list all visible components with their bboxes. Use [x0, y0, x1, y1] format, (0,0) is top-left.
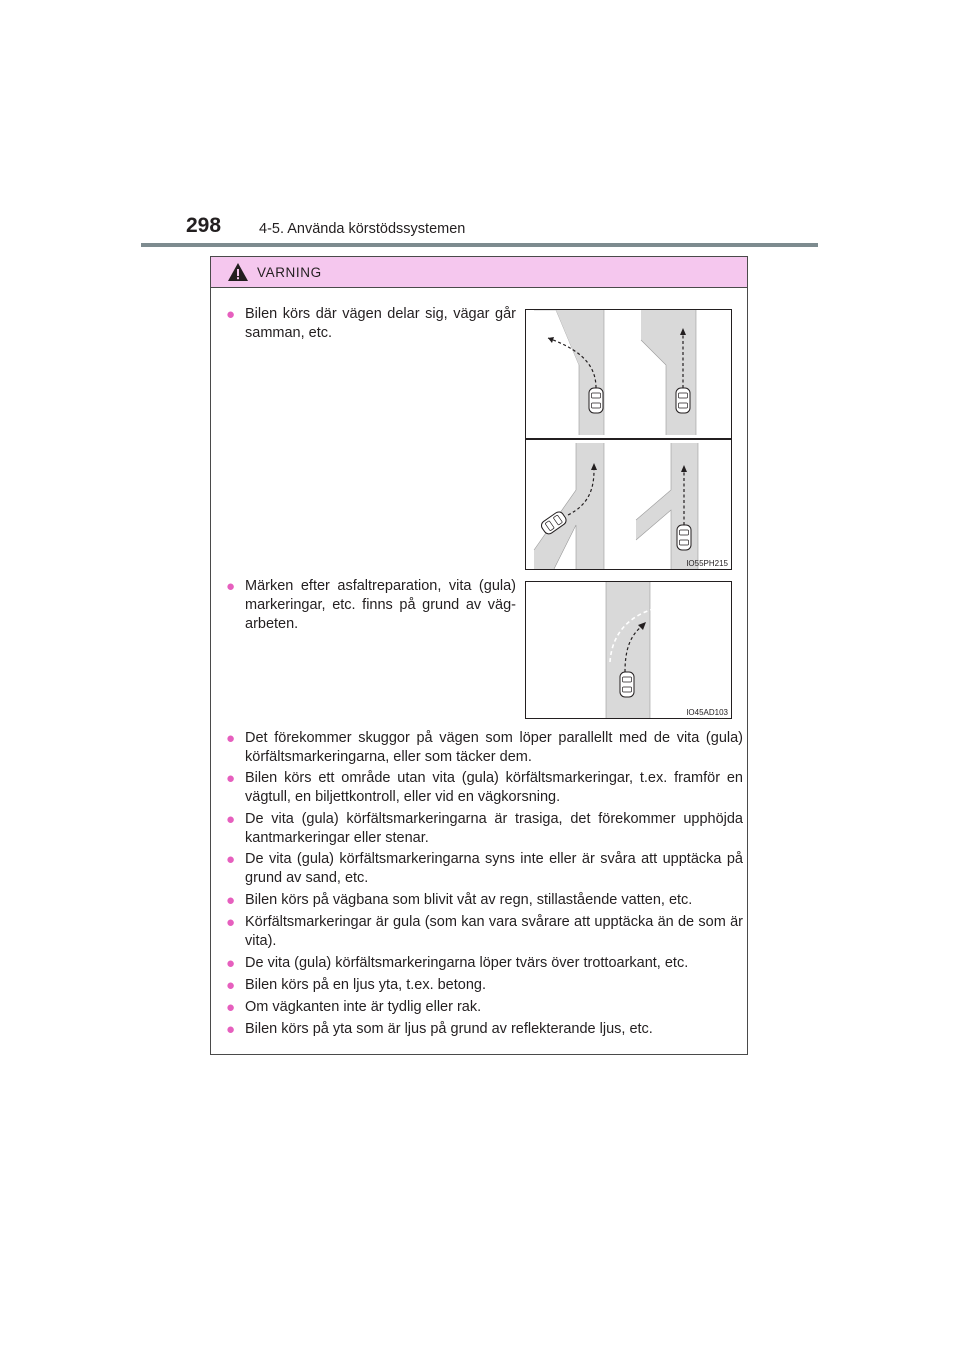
- warning-item-text: Bilen körs på en ljus yta, t.ex. betong.: [245, 977, 486, 993]
- warning-item: [226, 577, 516, 634]
- bullet-icon: ●: [226, 811, 236, 828]
- warning-item-text: Bilen körs ett område utan vita (gula) körfältsmarkeringar, t.ex. framför en vägtull, en biljettkontroll, eller vid en vägkorsning.: [245, 770, 743, 805]
- car-icon: [620, 672, 634, 697]
- road-repair-illustration: [526, 582, 731, 718]
- warning-item: [226, 891, 743, 910]
- car-icon: [677, 525, 691, 550]
- road-split-illustration: [526, 310, 731, 569]
- bullet-icon: ●: [226, 770, 236, 787]
- bullet-icon: ●: [226, 730, 236, 747]
- bullet-icon: ●: [226, 578, 236, 595]
- section-title: 4-5. Använda körstödssystemen: [259, 221, 466, 237]
- warning-label: VARNING: [257, 265, 322, 280]
- warning-item-text: Det förekommer skuggor på vägen som löper parallellt med de vita (gula) körfältsmarkeringarna, eller som täcker dem.: [245, 730, 743, 765]
- figure-code: IO55PH215: [686, 559, 728, 568]
- warning-item: [226, 913, 743, 951]
- warning-item: [226, 1020, 743, 1039]
- warning-item-text: Märken efter asfaltreparation, vita (gula) markeringar, etc. finns på grund av väg-arbeten.: [245, 578, 516, 632]
- bullet-icon: ●: [226, 892, 236, 909]
- bullet-icon: ●: [226, 977, 236, 994]
- bullet-icon: ●: [226, 999, 236, 1016]
- warning-item-text: Bilen körs där vägen delar sig, vägar går samman, etc.: [245, 306, 516, 341]
- road-repair-figure: [525, 581, 732, 719]
- warning-item-text: De vita (gula) körfältsmarkeringarna är trasiga, det förekommer upphöjda kantmarkeringar eller stenar.: [245, 811, 743, 846]
- bullet-icon: ●: [226, 306, 236, 323]
- warning-item-text: Om vägkanten inte är tydlig eller rak.: [245, 999, 482, 1015]
- warning-item-text: Körfältsmarkeringar är gula (som kan vara svårare att upptäcka än de som är vita).: [245, 914, 743, 949]
- warning-item-text: Bilen körs på vägbana som blivit våt av regn, stillastående vatten, etc.: [245, 892, 693, 908]
- page-number: 298: [186, 214, 222, 237]
- car-icon: [589, 388, 603, 413]
- warning-item: [226, 729, 743, 767]
- car-icon: [676, 388, 690, 413]
- bullet-icon: ●: [226, 851, 236, 868]
- warning-item-text: De vita (gula) körfältsmarkeringarna löper tvärs över trottoarkant, etc.: [245, 955, 689, 971]
- warning-item: [226, 998, 743, 1017]
- warning-triangle-icon: [227, 262, 249, 282]
- figure-code: IO45AD103: [686, 708, 728, 717]
- bullet-icon: ●: [226, 1021, 236, 1038]
- warning-item-text: Bilen körs på yta som är ljus på grund av reflekterande ljus, etc.: [245, 1021, 653, 1037]
- warning-item: [226, 769, 743, 807]
- bullet-icon: ●: [226, 914, 236, 931]
- warning-header: [211, 257, 747, 288]
- warning-item-text: De vita (gula) körfältsmarkeringarna syns inte eller är svåra att upptäcka på grund av sand, etc.: [245, 851, 743, 886]
- bullet-icon: ●: [226, 955, 236, 972]
- warning-item: [226, 810, 743, 848]
- road-split-figure: [525, 309, 732, 570]
- warning-item: [226, 954, 743, 973]
- warning-item: [226, 850, 743, 888]
- warning-item: [226, 976, 743, 995]
- warning-item: [226, 305, 516, 343]
- header-rule: [141, 243, 818, 247]
